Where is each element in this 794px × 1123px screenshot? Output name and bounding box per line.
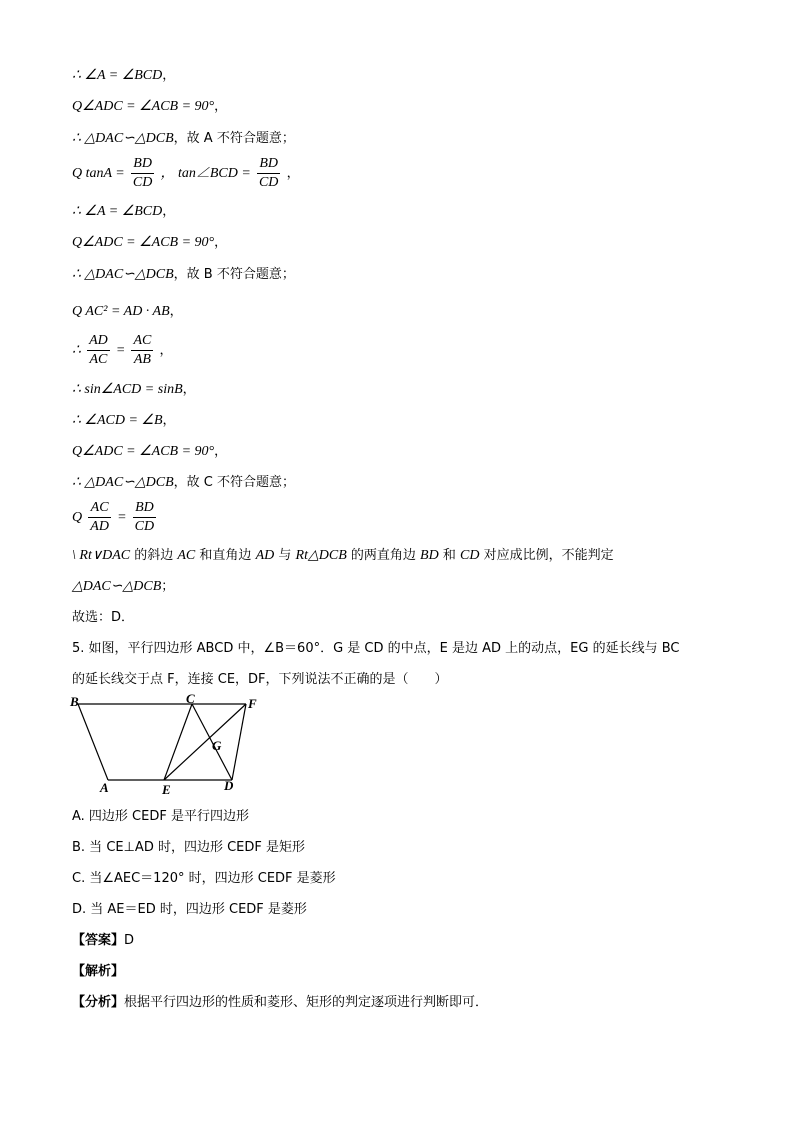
answer	[72, 932, 134, 950]
fraction: $\frac{AC}{AD}$	[90, 500, 109, 534]
question-line-2: 的延长线交于点 F，连接 CE，DF，下列说法不正确的是（ ）	[72, 672, 448, 687]
question-line-1: 5. 如图，平行四边形 ABCD 中，∠B＝60°．G 是 CD 的中点，E 是边 AD 上的动点，EG 的延长线与 BC	[72, 641, 680, 656]
label-a: A	[100, 780, 109, 795]
line-13: ∴ △DAC∽△DCB，故 C 不符合题意；	[72, 475, 296, 490]
option-c: C. 当∠AEC＝120° 时，四边形 CEDF 是菱形	[72, 871, 336, 886]
fraction: $\frac{BD}{CD}$	[258, 156, 279, 190]
label-b: B	[70, 694, 79, 709]
fenxi	[72, 994, 488, 1012]
line-17: 故选：D．	[72, 610, 135, 625]
label-d: D	[224, 778, 234, 793]
answer-label: 【答案】	[72, 933, 125, 948]
line-7: ∴ △DAC∽△DCB，故 B 不符合题意；	[72, 267, 295, 282]
fraction: $\frac{BD}{CD}$	[132, 156, 153, 190]
line-14: Q $\frac{AC}{AD}$ = $\frac{BD}{CD}$	[72, 500, 155, 534]
line-12: Q∠ADC = ∠ACB = 90°，	[72, 444, 228, 459]
line-10: ∴ sin∠ACD = sinB，	[72, 382, 196, 397]
line-3: ∴ △DAC∽△DCB，故 A 不符合题意；	[72, 131, 295, 146]
option-d: D. 当 AE＝ED 时，四边形 CEDF 是菱形	[72, 902, 307, 917]
line-8: Q AC² = AD · AB，	[72, 304, 183, 319]
line-9: ∴ $\frac{AD}{AC}$ = $\frac{AC}{AB}$ ，	[72, 333, 173, 367]
line-2: Q∠ADC = ∠ACB = 90°，	[72, 99, 228, 114]
label-f: F	[248, 696, 257, 711]
line-11: ∴ ∠ACD = ∠B，	[72, 413, 176, 428]
line-1: ∴ ∠A = ∠BCD，	[72, 68, 176, 83]
label-c: C	[186, 692, 195, 706]
option-b: B. 当 CE⊥AD 时，四边形 CEDF 是矩形	[72, 840, 306, 855]
analysis-label: 【解析】	[72, 964, 125, 979]
parallelogram-figure	[66, 692, 266, 798]
answer-value: D	[124, 933, 135, 948]
fraction: $\frac{AD}{AC}$	[89, 333, 108, 367]
analysis	[72, 963, 124, 981]
fraction: $\frac{BD}{CD}$	[134, 500, 155, 534]
line-16: △DAC∽△DCB；	[72, 579, 175, 594]
fraction: $\frac{AC}{AB}$	[133, 333, 152, 367]
line-15: \ Rt∨DAC 的斜边 AC 和直角边 AD 与 Rt△DCB 的两直角边 BD 和 CD 对应成比例，不能判定	[72, 548, 614, 563]
fenxi-text: 根据平行四边形的性质和菱形、矩形的判定逐项进行判断即可．	[124, 995, 489, 1010]
line-4: Q tanA = $\frac{BD}{CD}$ ， tan∠BCD = $\frac{BD}{CD}$ ，	[72, 156, 300, 190]
option-a: A. 四边形 CEDF 是平行四边形	[72, 809, 249, 824]
label-e: E	[162, 782, 171, 797]
label-g: G	[212, 738, 222, 753]
line-6: Q∠ADC = ∠ACB = 90°，	[72, 235, 228, 250]
line-5: ∴ ∠A = ∠BCD，	[72, 204, 176, 219]
fenxi-label: 【分析】	[72, 995, 125, 1010]
